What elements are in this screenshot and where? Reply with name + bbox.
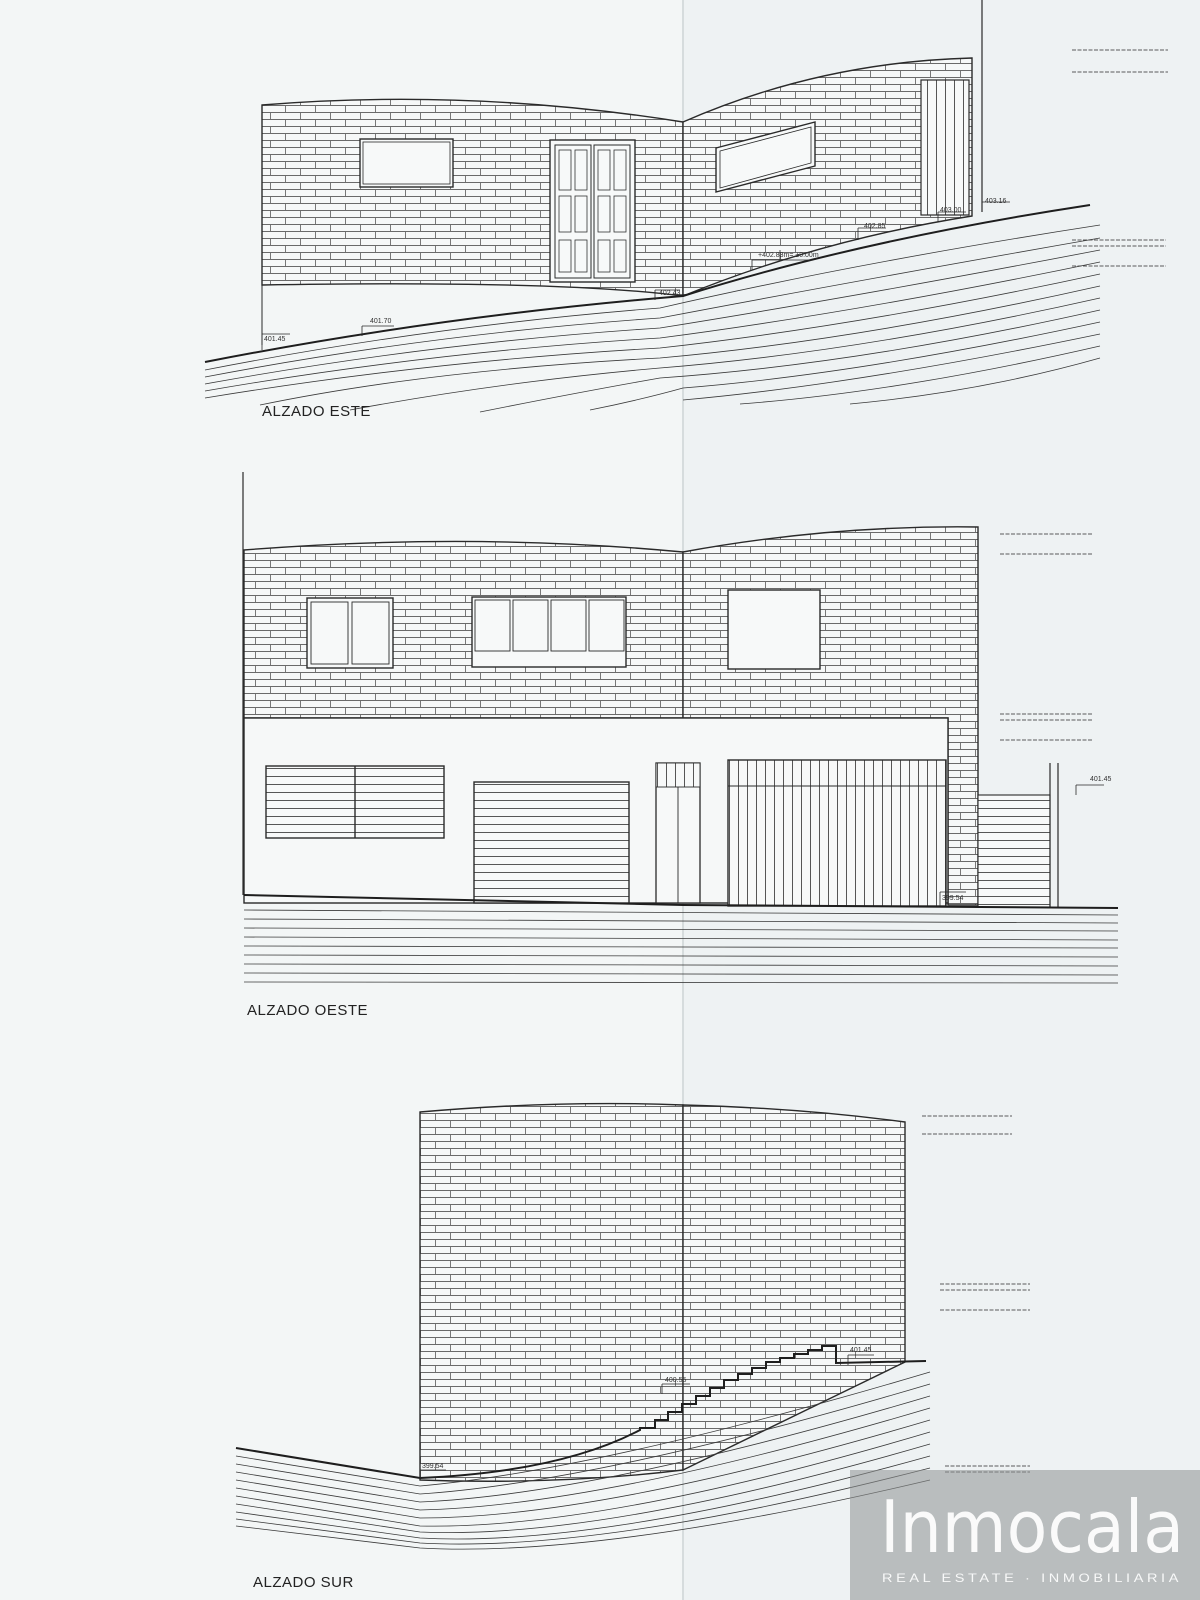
west-louvered-window: [266, 766, 444, 838]
east-level-label: 402.43: [659, 290, 681, 297]
east-window-left: [360, 139, 453, 187]
west-window-double: [307, 598, 393, 668]
south-level-label: 399.54: [422, 1463, 444, 1470]
west-garage-gate: [728, 760, 946, 906]
inmocala-watermark: [850, 1470, 1200, 1600]
west-elevation-title: ALZADO OESTE: [247, 1002, 369, 1019]
west-roller-door: [474, 782, 629, 903]
west-side-door: [656, 763, 700, 903]
east-level-label: 402.85: [864, 223, 886, 230]
east-level-label: 403.00: [940, 207, 962, 214]
west-level-label: 399.54: [942, 895, 964, 902]
east-level-label: +402.83m= ±0.00m: [758, 252, 819, 259]
watermark-tagline: REAL ESTATE · INMOBILIARIA: [882, 1571, 1182, 1585]
watermark-brand: Inmocala: [880, 1485, 1184, 1569]
east-gate: [921, 80, 969, 215]
east-level-label: 401.70: [370, 318, 392, 325]
east-level-label: 401.45: [264, 336, 286, 343]
south-facade-left: [420, 1104, 683, 1482]
west-level-label: 401.45: [1090, 776, 1112, 783]
east-level-label: 403.16: [985, 198, 1007, 205]
south-level-label: 401.45: [850, 1347, 872, 1354]
east-elevation-title: ALZADO ESTE: [262, 403, 371, 420]
south-level-label: 400.55: [665, 1377, 687, 1384]
west-window-right: [728, 590, 820, 669]
south-elevation-title: ALZADO SUR: [253, 1574, 354, 1591]
west-window-quad: [472, 597, 626, 667]
east-double-door: [550, 140, 635, 282]
